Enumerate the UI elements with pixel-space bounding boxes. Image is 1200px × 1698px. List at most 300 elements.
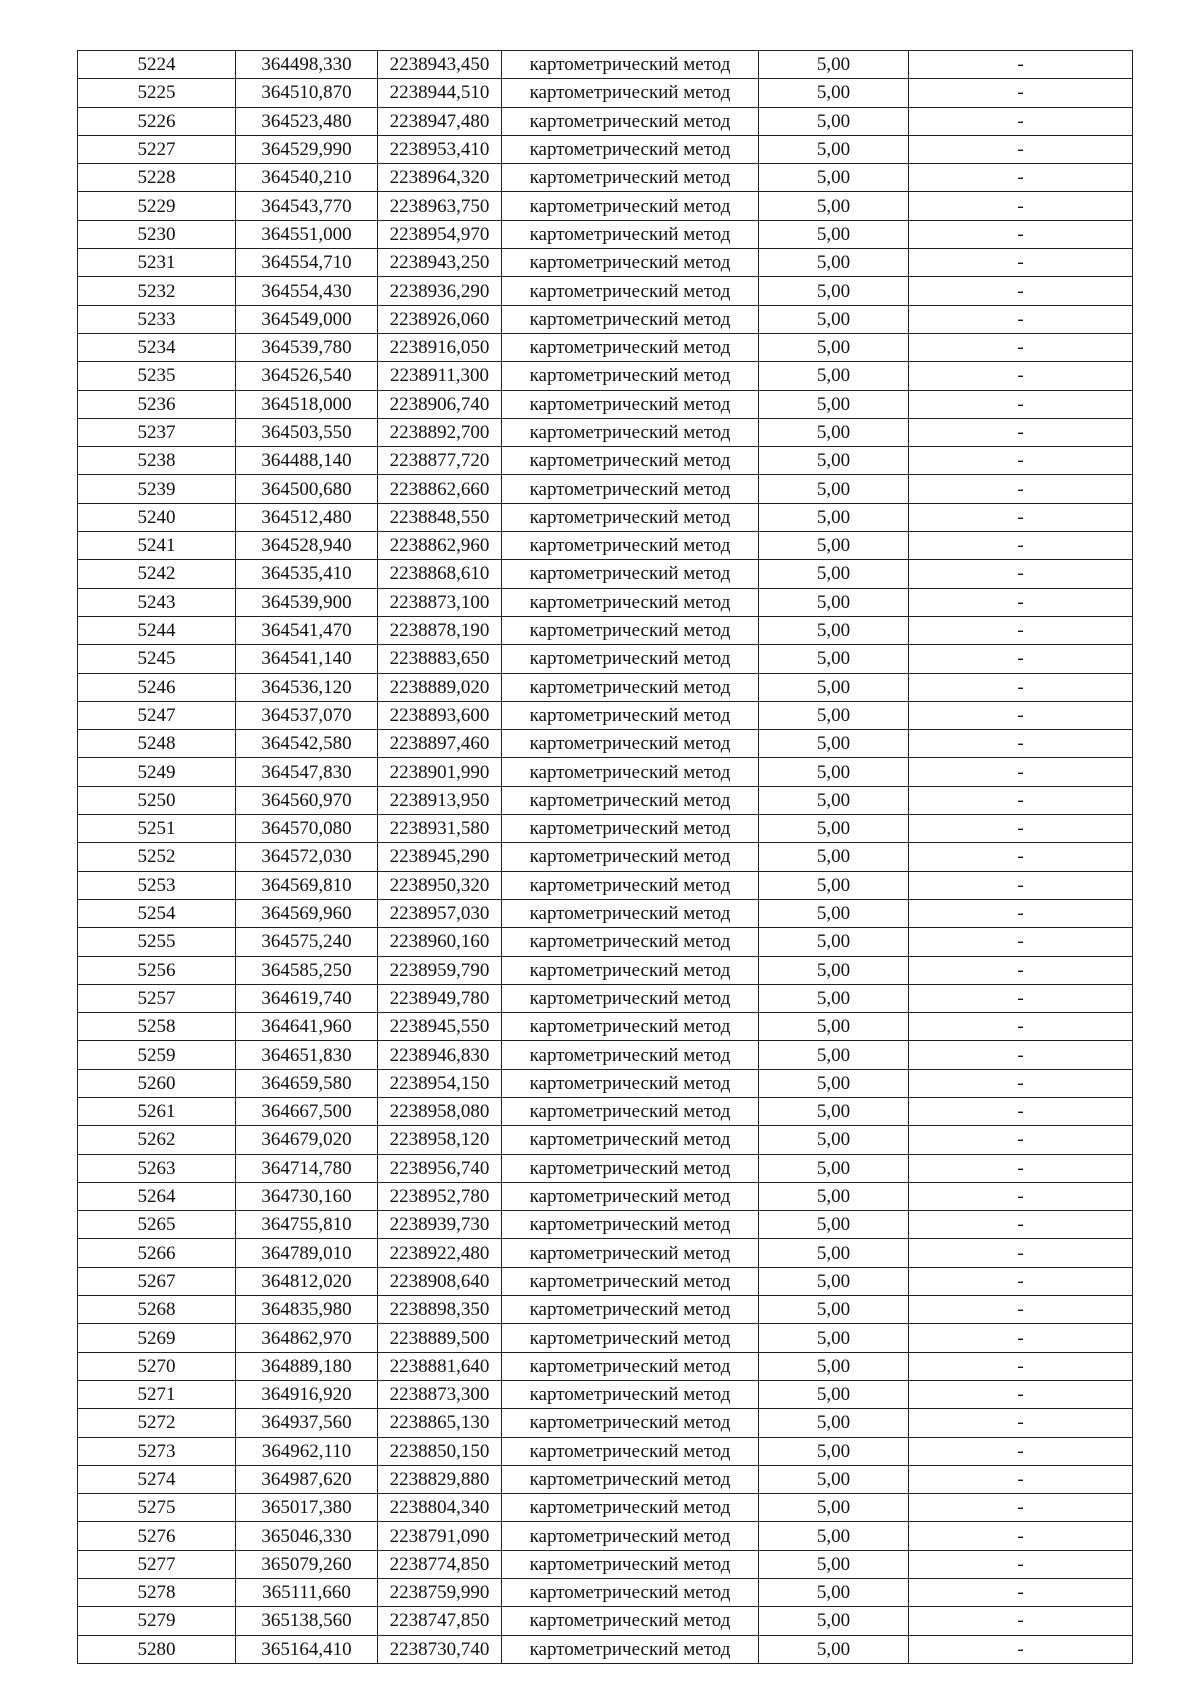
description-cell: - xyxy=(909,532,1133,560)
error-cell: 5,00 xyxy=(759,645,909,673)
description-cell: - xyxy=(909,730,1133,758)
point-number-cell: 5259 xyxy=(78,1041,236,1069)
x-coordinate-cell: 364540,210 xyxy=(236,164,378,192)
point-number-cell: 5272 xyxy=(78,1409,236,1437)
error-cell: 5,00 xyxy=(759,220,909,248)
table-row xyxy=(78,1324,1133,1352)
error-cell: 5,00 xyxy=(759,956,909,984)
method-cell: картометрический метод xyxy=(502,899,759,927)
error-cell: 5,00 xyxy=(759,1437,909,1465)
point-number-cell: 5252 xyxy=(78,843,236,871)
y-coordinate-cell: 2238922,480 xyxy=(378,1239,502,1267)
y-coordinate-cell: 2238916,050 xyxy=(378,333,502,361)
x-coordinate-cell: 364554,710 xyxy=(236,249,378,277)
method-cell: картометрический метод xyxy=(502,1182,759,1210)
error-cell: 5,00 xyxy=(759,1324,909,1352)
method-cell: картометрический метод xyxy=(502,390,759,418)
error-cell: 5,00 xyxy=(759,249,909,277)
x-coordinate-cell: 364585,250 xyxy=(236,956,378,984)
method-cell: картометрический метод xyxy=(502,560,759,588)
method-cell: картометрический метод xyxy=(502,1579,759,1607)
error-cell: 5,00 xyxy=(759,277,909,305)
error-cell: 5,00 xyxy=(759,701,909,729)
y-coordinate-cell: 2238946,830 xyxy=(378,1041,502,1069)
y-coordinate-cell: 2238829,880 xyxy=(378,1465,502,1493)
x-coordinate-cell: 365079,260 xyxy=(236,1550,378,1578)
x-coordinate-cell: 364572,030 xyxy=(236,843,378,871)
x-coordinate-cell: 364539,900 xyxy=(236,588,378,616)
error-cell: 5,00 xyxy=(759,1154,909,1182)
x-coordinate-cell: 364523,480 xyxy=(236,107,378,135)
error-cell: 5,00 xyxy=(759,984,909,1012)
table-row xyxy=(78,1097,1133,1125)
y-coordinate-cell: 2238898,350 xyxy=(378,1296,502,1324)
table-row xyxy=(78,758,1133,786)
description-cell: - xyxy=(909,1154,1133,1182)
error-cell: 5,00 xyxy=(759,1296,909,1324)
error-cell: 5,00 xyxy=(759,1126,909,1154)
point-number-cell: 5258 xyxy=(78,1013,236,1041)
y-coordinate-cell: 2238906,740 xyxy=(378,390,502,418)
method-cell: картометрический метод xyxy=(502,475,759,503)
error-cell: 5,00 xyxy=(759,333,909,361)
y-coordinate-cell: 2238913,950 xyxy=(378,786,502,814)
table-row xyxy=(78,79,1133,107)
x-coordinate-cell: 365046,330 xyxy=(236,1522,378,1550)
x-coordinate-cell: 364659,580 xyxy=(236,1069,378,1097)
description-cell: - xyxy=(909,475,1133,503)
error-cell: 5,00 xyxy=(759,532,909,560)
error-cell: 5,00 xyxy=(759,1013,909,1041)
error-cell: 5,00 xyxy=(759,418,909,446)
description-cell: - xyxy=(909,107,1133,135)
method-cell: картометрический метод xyxy=(502,843,759,871)
description-cell: - xyxy=(909,1409,1133,1437)
coordinates-table xyxy=(77,50,1133,1664)
x-coordinate-cell: 364554,430 xyxy=(236,277,378,305)
y-coordinate-cell: 2238873,300 xyxy=(378,1380,502,1408)
table-row xyxy=(78,249,1133,277)
table-row xyxy=(78,616,1133,644)
x-coordinate-cell: 364575,240 xyxy=(236,928,378,956)
table-row xyxy=(78,815,1133,843)
method-cell: картометрический метод xyxy=(502,249,759,277)
x-coordinate-cell: 364569,960 xyxy=(236,899,378,927)
x-coordinate-cell: 364889,180 xyxy=(236,1352,378,1380)
method-cell: картометрический метод xyxy=(502,1296,759,1324)
y-coordinate-cell: 2238943,450 xyxy=(378,51,502,79)
point-number-cell: 5271 xyxy=(78,1380,236,1408)
table-row xyxy=(78,956,1133,984)
table-row xyxy=(78,164,1133,192)
description-cell: - xyxy=(909,51,1133,79)
y-coordinate-cell: 2238901,990 xyxy=(378,758,502,786)
description-cell: - xyxy=(909,701,1133,729)
table-row xyxy=(78,277,1133,305)
table-row xyxy=(78,192,1133,220)
table-row xyxy=(78,673,1133,701)
point-number-cell: 5242 xyxy=(78,560,236,588)
description-cell: - xyxy=(909,1211,1133,1239)
method-cell: картометрический метод xyxy=(502,984,759,1012)
method-cell: картометрический метод xyxy=(502,1267,759,1295)
method-cell: картометрический метод xyxy=(502,1211,759,1239)
y-coordinate-cell: 2238862,660 xyxy=(378,475,502,503)
point-number-cell: 5264 xyxy=(78,1182,236,1210)
y-coordinate-cell: 2238957,030 xyxy=(378,899,502,927)
x-coordinate-cell: 364812,020 xyxy=(236,1267,378,1295)
point-number-cell: 5234 xyxy=(78,333,236,361)
table-row xyxy=(78,1522,1133,1550)
description-cell: - xyxy=(909,1182,1133,1210)
x-coordinate-cell: 364560,970 xyxy=(236,786,378,814)
description-cell: - xyxy=(909,673,1133,701)
y-coordinate-cell: 2238950,320 xyxy=(378,871,502,899)
y-coordinate-cell: 2238759,990 xyxy=(378,1579,502,1607)
method-cell: картометрический метод xyxy=(502,673,759,701)
x-coordinate-cell: 365164,410 xyxy=(236,1635,378,1663)
x-coordinate-cell: 364529,990 xyxy=(236,135,378,163)
table-row xyxy=(78,1607,1133,1635)
method-cell: картометрический метод xyxy=(502,1380,759,1408)
description-cell: - xyxy=(909,1013,1133,1041)
error-cell: 5,00 xyxy=(759,1409,909,1437)
method-cell: картометрический метод xyxy=(502,758,759,786)
y-coordinate-cell: 2238804,340 xyxy=(378,1494,502,1522)
x-coordinate-cell: 364651,830 xyxy=(236,1041,378,1069)
description-cell: - xyxy=(909,1437,1133,1465)
point-number-cell: 5269 xyxy=(78,1324,236,1352)
y-coordinate-cell: 2238926,060 xyxy=(378,305,502,333)
error-cell: 5,00 xyxy=(759,1465,909,1493)
y-coordinate-cell: 2238931,580 xyxy=(378,815,502,843)
error-cell: 5,00 xyxy=(759,560,909,588)
x-coordinate-cell: 364730,160 xyxy=(236,1182,378,1210)
error-cell: 5,00 xyxy=(759,758,909,786)
table-row xyxy=(78,390,1133,418)
method-cell: картометрический метод xyxy=(502,164,759,192)
table-row xyxy=(78,1494,1133,1522)
description-cell: - xyxy=(909,249,1133,277)
error-cell: 5,00 xyxy=(759,1550,909,1578)
point-number-cell: 5266 xyxy=(78,1239,236,1267)
x-coordinate-cell: 364537,070 xyxy=(236,701,378,729)
method-cell: картометрический метод xyxy=(502,1097,759,1125)
description-cell: - xyxy=(909,616,1133,644)
point-number-cell: 5229 xyxy=(78,192,236,220)
table-row xyxy=(78,1409,1133,1437)
point-number-cell: 5265 xyxy=(78,1211,236,1239)
description-cell: - xyxy=(909,277,1133,305)
description-cell: - xyxy=(909,786,1133,814)
table-row xyxy=(78,305,1133,333)
error-cell: 5,00 xyxy=(759,1607,909,1635)
point-number-cell: 5236 xyxy=(78,390,236,418)
table-row xyxy=(78,1579,1133,1607)
method-cell: картометрический метод xyxy=(502,1437,759,1465)
y-coordinate-cell: 2238873,100 xyxy=(378,588,502,616)
point-number-cell: 5277 xyxy=(78,1550,236,1578)
method-cell: картометрический метод xyxy=(502,305,759,333)
method-cell: картометрический метод xyxy=(502,1607,759,1635)
method-cell: картометрический метод xyxy=(502,1041,759,1069)
table-row xyxy=(78,786,1133,814)
table-row xyxy=(78,51,1133,79)
table-row xyxy=(78,984,1133,1012)
description-cell: - xyxy=(909,1607,1133,1635)
x-coordinate-cell: 364862,970 xyxy=(236,1324,378,1352)
y-coordinate-cell: 2238953,410 xyxy=(378,135,502,163)
point-number-cell: 5268 xyxy=(78,1296,236,1324)
table-row xyxy=(78,1550,1133,1578)
point-number-cell: 5255 xyxy=(78,928,236,956)
y-coordinate-cell: 2238862,960 xyxy=(378,532,502,560)
x-coordinate-cell: 364488,140 xyxy=(236,447,378,475)
method-cell: картометрический метод xyxy=(502,503,759,531)
method-cell: картометрический метод xyxy=(502,616,759,644)
point-number-cell: 5246 xyxy=(78,673,236,701)
y-coordinate-cell: 2238960,160 xyxy=(378,928,502,956)
point-number-cell: 5238 xyxy=(78,447,236,475)
y-coordinate-cell: 2238952,780 xyxy=(378,1182,502,1210)
method-cell: картометрический метод xyxy=(502,220,759,248)
method-cell: картометрический метод xyxy=(502,786,759,814)
y-coordinate-cell: 2238964,320 xyxy=(378,164,502,192)
x-coordinate-cell: 364714,780 xyxy=(236,1154,378,1182)
error-cell: 5,00 xyxy=(759,1494,909,1522)
y-coordinate-cell: 2238892,700 xyxy=(378,418,502,446)
x-coordinate-cell: 364547,830 xyxy=(236,758,378,786)
method-cell: картометрический метод xyxy=(502,362,759,390)
description-cell: - xyxy=(909,1324,1133,1352)
method-cell: картометрический метод xyxy=(502,1635,759,1663)
y-coordinate-cell: 2238944,510 xyxy=(378,79,502,107)
table-row xyxy=(78,1296,1133,1324)
x-coordinate-cell: 364512,480 xyxy=(236,503,378,531)
x-coordinate-cell: 364962,110 xyxy=(236,1437,378,1465)
y-coordinate-cell: 2238945,290 xyxy=(378,843,502,871)
point-number-cell: 5226 xyxy=(78,107,236,135)
error-cell: 5,00 xyxy=(759,928,909,956)
error-cell: 5,00 xyxy=(759,475,909,503)
x-coordinate-cell: 364835,980 xyxy=(236,1296,378,1324)
error-cell: 5,00 xyxy=(759,135,909,163)
table-row xyxy=(78,730,1133,758)
x-coordinate-cell: 364755,810 xyxy=(236,1211,378,1239)
error-cell: 5,00 xyxy=(759,1352,909,1380)
error-cell: 5,00 xyxy=(759,730,909,758)
point-number-cell: 5267 xyxy=(78,1267,236,1295)
description-cell: - xyxy=(909,1296,1133,1324)
table-row xyxy=(78,843,1133,871)
error-cell: 5,00 xyxy=(759,447,909,475)
method-cell: картометрический метод xyxy=(502,1494,759,1522)
error-cell: 5,00 xyxy=(759,503,909,531)
y-coordinate-cell: 2238878,190 xyxy=(378,616,502,644)
error-cell: 5,00 xyxy=(759,871,909,899)
description-cell: - xyxy=(909,1352,1133,1380)
x-coordinate-cell: 364667,500 xyxy=(236,1097,378,1125)
point-number-cell: 5274 xyxy=(78,1465,236,1493)
description-cell: - xyxy=(909,984,1133,1012)
table-row xyxy=(78,1239,1133,1267)
method-cell: картометрический метод xyxy=(502,815,759,843)
error-cell: 5,00 xyxy=(759,192,909,220)
point-number-cell: 5263 xyxy=(78,1154,236,1182)
error-cell: 5,00 xyxy=(759,1635,909,1663)
error-cell: 5,00 xyxy=(759,1069,909,1097)
y-coordinate-cell: 2238911,300 xyxy=(378,362,502,390)
y-coordinate-cell: 2238949,780 xyxy=(378,984,502,1012)
y-coordinate-cell: 2238897,460 xyxy=(378,730,502,758)
x-coordinate-cell: 364500,680 xyxy=(236,475,378,503)
table-row xyxy=(78,560,1133,588)
description-cell: - xyxy=(909,899,1133,927)
point-number-cell: 5233 xyxy=(78,305,236,333)
error-cell: 5,00 xyxy=(759,1211,909,1239)
x-coordinate-cell: 364569,810 xyxy=(236,871,378,899)
error-cell: 5,00 xyxy=(759,1041,909,1069)
x-coordinate-cell: 364498,330 xyxy=(236,51,378,79)
description-cell: - xyxy=(909,164,1133,192)
description-cell: - xyxy=(909,79,1133,107)
error-cell: 5,00 xyxy=(759,673,909,701)
x-coordinate-cell: 364549,000 xyxy=(236,305,378,333)
x-coordinate-cell: 364510,870 xyxy=(236,79,378,107)
y-coordinate-cell: 2238850,150 xyxy=(378,1437,502,1465)
table-row xyxy=(78,107,1133,135)
table-row xyxy=(78,645,1133,673)
point-number-cell: 5257 xyxy=(78,984,236,1012)
error-cell: 5,00 xyxy=(759,107,909,135)
point-number-cell: 5240 xyxy=(78,503,236,531)
point-number-cell: 5250 xyxy=(78,786,236,814)
table-row xyxy=(78,418,1133,446)
table-row xyxy=(78,1211,1133,1239)
description-cell: - xyxy=(909,560,1133,588)
table-row xyxy=(78,1465,1133,1493)
y-coordinate-cell: 2238881,640 xyxy=(378,1352,502,1380)
x-coordinate-cell: 365138,560 xyxy=(236,1607,378,1635)
x-coordinate-cell: 364679,020 xyxy=(236,1126,378,1154)
method-cell: картометрический метод xyxy=(502,645,759,673)
description-cell: - xyxy=(909,1069,1133,1097)
method-cell: картометрический метод xyxy=(502,447,759,475)
table-row xyxy=(78,1069,1133,1097)
y-coordinate-cell: 2238868,610 xyxy=(378,560,502,588)
description-cell: - xyxy=(909,871,1133,899)
point-number-cell: 5237 xyxy=(78,418,236,446)
point-number-cell: 5275 xyxy=(78,1494,236,1522)
description-cell: - xyxy=(909,1380,1133,1408)
table-row xyxy=(78,1013,1133,1041)
y-coordinate-cell: 2238947,480 xyxy=(378,107,502,135)
method-cell: картометрический метод xyxy=(502,871,759,899)
description-cell: - xyxy=(909,135,1133,163)
point-number-cell: 5279 xyxy=(78,1607,236,1635)
method-cell: картометрический метод xyxy=(502,1239,759,1267)
point-number-cell: 5244 xyxy=(78,616,236,644)
description-cell: - xyxy=(909,1126,1133,1154)
x-coordinate-cell: 364518,000 xyxy=(236,390,378,418)
table-row xyxy=(78,220,1133,248)
description-cell: - xyxy=(909,1579,1133,1607)
point-number-cell: 5247 xyxy=(78,701,236,729)
table-row xyxy=(78,1437,1133,1465)
point-number-cell: 5260 xyxy=(78,1069,236,1097)
description-cell: - xyxy=(909,843,1133,871)
x-coordinate-cell: 364543,770 xyxy=(236,192,378,220)
table-row xyxy=(78,532,1133,560)
method-cell: картометрический метод xyxy=(502,1409,759,1437)
description-cell: - xyxy=(909,333,1133,361)
y-coordinate-cell: 2238747,850 xyxy=(378,1607,502,1635)
x-coordinate-cell: 364570,080 xyxy=(236,815,378,843)
error-cell: 5,00 xyxy=(759,1267,909,1295)
point-number-cell: 5228 xyxy=(78,164,236,192)
point-number-cell: 5227 xyxy=(78,135,236,163)
x-coordinate-cell: 364551,000 xyxy=(236,220,378,248)
method-cell: картометрический метод xyxy=(502,277,759,305)
table-row xyxy=(78,588,1133,616)
point-number-cell: 5235 xyxy=(78,362,236,390)
table-row xyxy=(78,1041,1133,1069)
x-coordinate-cell: 364789,010 xyxy=(236,1239,378,1267)
table-row xyxy=(78,362,1133,390)
point-number-cell: 5278 xyxy=(78,1579,236,1607)
y-coordinate-cell: 2238865,130 xyxy=(378,1409,502,1437)
error-cell: 5,00 xyxy=(759,899,909,927)
description-cell: - xyxy=(909,305,1133,333)
x-coordinate-cell: 364619,740 xyxy=(236,984,378,1012)
y-coordinate-cell: 2238958,080 xyxy=(378,1097,502,1125)
y-coordinate-cell: 2238730,740 xyxy=(378,1635,502,1663)
point-number-cell: 5230 xyxy=(78,220,236,248)
point-number-cell: 5254 xyxy=(78,899,236,927)
method-cell: картометрический метод xyxy=(502,1550,759,1578)
y-coordinate-cell: 2238958,120 xyxy=(378,1126,502,1154)
point-number-cell: 5276 xyxy=(78,1522,236,1550)
method-cell: картометрический метод xyxy=(502,107,759,135)
method-cell: картометрический метод xyxy=(502,956,759,984)
table-row xyxy=(78,1380,1133,1408)
y-coordinate-cell: 2238883,650 xyxy=(378,645,502,673)
error-cell: 5,00 xyxy=(759,1097,909,1125)
error-cell: 5,00 xyxy=(759,1239,909,1267)
table-row xyxy=(78,475,1133,503)
error-cell: 5,00 xyxy=(759,362,909,390)
error-cell: 5,00 xyxy=(759,305,909,333)
description-cell: - xyxy=(909,390,1133,418)
y-coordinate-cell: 2238939,730 xyxy=(378,1211,502,1239)
x-coordinate-cell: 364541,140 xyxy=(236,645,378,673)
point-number-cell: 5232 xyxy=(78,277,236,305)
point-number-cell: 5225 xyxy=(78,79,236,107)
x-coordinate-cell: 364528,940 xyxy=(236,532,378,560)
point-number-cell: 5249 xyxy=(78,758,236,786)
x-coordinate-cell: 364536,120 xyxy=(236,673,378,701)
description-cell: - xyxy=(909,928,1133,956)
x-coordinate-cell: 364937,560 xyxy=(236,1409,378,1437)
y-coordinate-cell: 2238877,720 xyxy=(378,447,502,475)
method-cell: картометрический метод xyxy=(502,730,759,758)
description-cell: - xyxy=(909,220,1133,248)
point-number-cell: 5273 xyxy=(78,1437,236,1465)
x-coordinate-cell: 364542,580 xyxy=(236,730,378,758)
table-row xyxy=(78,333,1133,361)
method-cell: картометрический метод xyxy=(502,418,759,446)
y-coordinate-cell: 2238943,250 xyxy=(378,249,502,277)
